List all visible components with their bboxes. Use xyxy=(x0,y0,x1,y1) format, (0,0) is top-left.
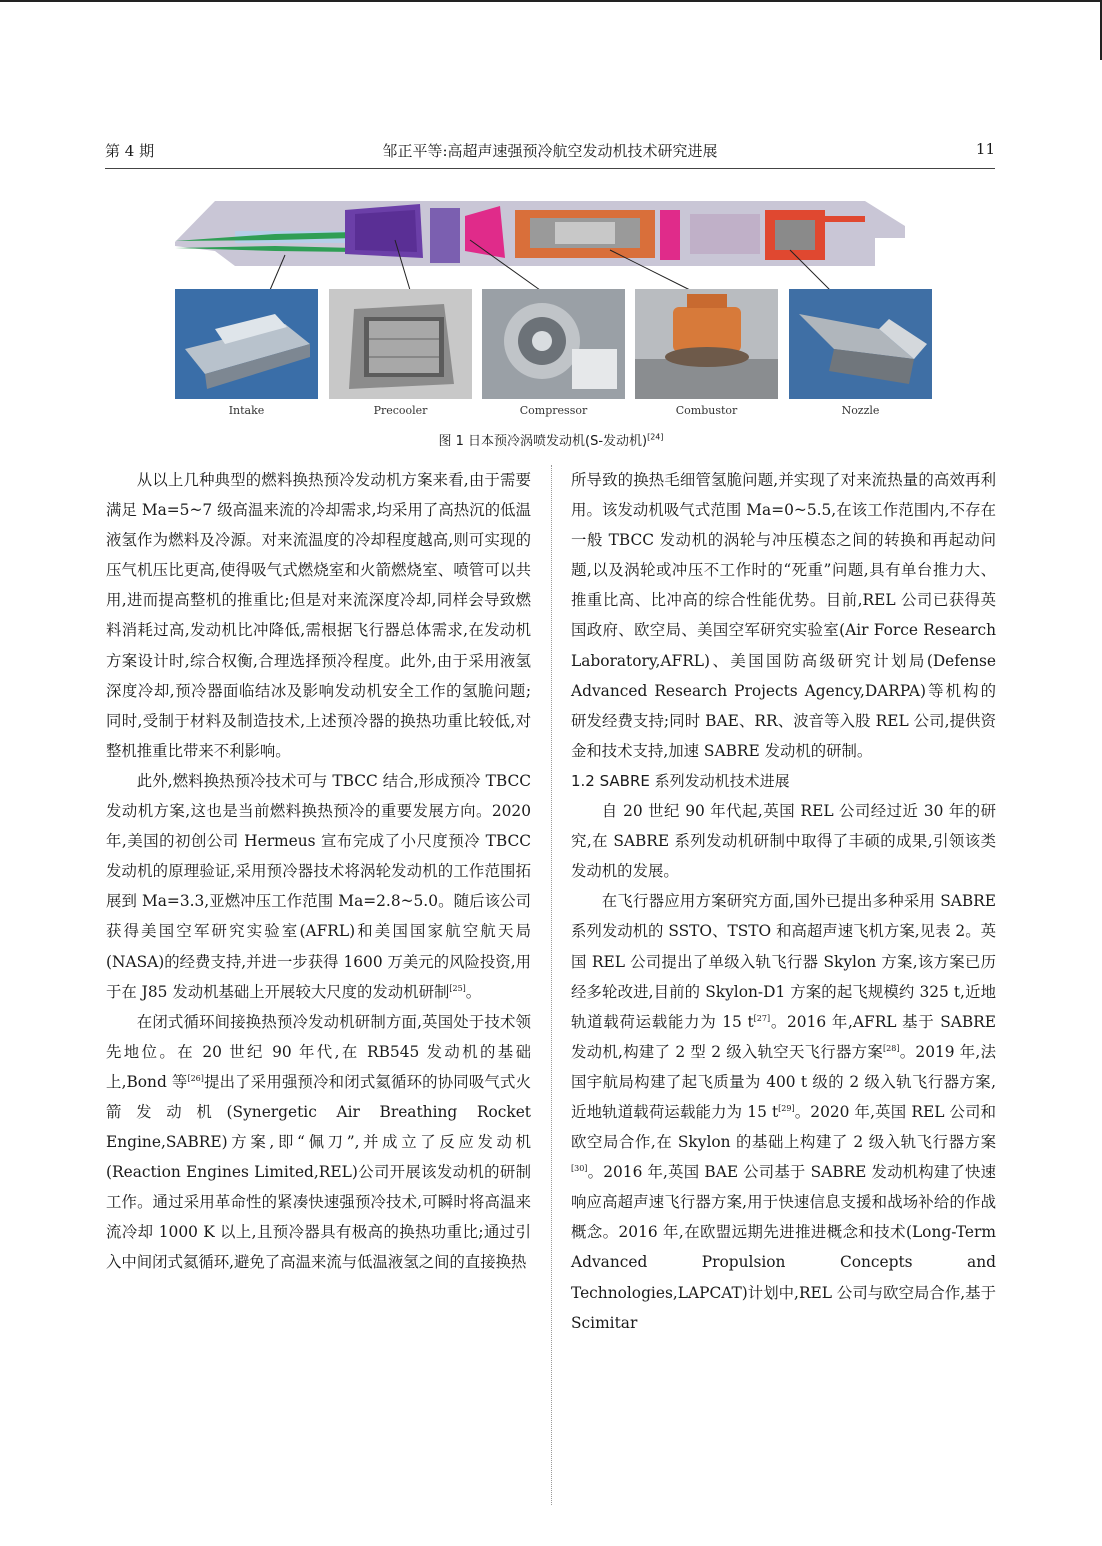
caption-intake: Intake xyxy=(228,404,265,417)
citation: [30] xyxy=(571,1164,588,1174)
page-number: 11 xyxy=(975,140,995,158)
paragraph: 在闭式循环间接换热预冷发动机研制方面,英国处于技术领先地位。在 20 世纪 90 年代,在 RB545 发动机的基础上,Bond 等[26]提出了采用强预冷和闭式氦循环的协同吸气式火箭发动机(Synergetic Air Breathing Rocket Engine,SABRE)方案,即“佩刀”,并成立了反应发动机(Reaction Engines Limited,REL)公司开展该发动机的研制工作。通过采用革命性的紧凑快速强预冷技术,可瞬时将高温来流冷却 1000 K 以上,且预冷器具有极高的换热功重比;通过引入中间闭式氦循环,避免了高温来流与低温液氢之间的直接换热 xyxy=(106,1012,531,1272)
compressor-photo xyxy=(482,289,625,399)
running-title: 邹正平等:高超声速强预冷航空发动机技术研究进展 xyxy=(382,142,718,160)
citation: [25] xyxy=(449,983,466,993)
issue-label: 第 4 期 xyxy=(105,142,155,160)
citation: [29] xyxy=(778,1103,795,1113)
figure-ref: [24] xyxy=(647,432,664,442)
figure-caption xyxy=(0,430,1102,449)
citation: [28] xyxy=(883,1043,900,1053)
paragraph: 在飞行器应用方案研究方面,国外已提出多种采用 SABRE 系列发动机的 SSTO、TSTO 和高超声速飞机方案,见表 2。英国 REL 公司提出了单级入轨飞行器 Skylon 方案,该方案已历经多轮改进,目前的 Skylon-D1 方案的起飞规模约 325 t,近地轨道载荷运载能力为 15 t[27]。2016 年,AFRL 基于 SABRE 发动机,构建了 2 型 2 级入轨空天飞行器方案[28]。2019 年,法国宇航局构建了起飞质量为 400 t 级的 2 级入轨飞行器方案,近地轨道载荷运载能力为 15 t[29]。2020 年,英国 REL 公司和欧空局合作,在 Skylon 的基础上构建了 2 级入轨飞行器方案[30]。2016 年,英国 BAE 公司基于 SABRE 发动机构建了快速响应高超声速飞行器方案,用于快速信息支援和战场补给的作战概念。2016 年,在欧盟远期先进推进概念和技术(Long-Term Advanced Propulsion Concepts and Technologies,LAPCAT)计划中,REL 公司与欧空局合作,基于 Scimitar xyxy=(571,892,997,1332)
right-column xyxy=(571,465,996,1338)
column-divider xyxy=(551,465,552,1505)
caption-nozzle: Nozzle xyxy=(841,404,880,417)
precooler-photo xyxy=(329,289,472,399)
figure-leader-lines xyxy=(0,0,1102,300)
caption-combustor: Combustor xyxy=(675,404,738,417)
figure-title: 图 1 日本预冷涡喷发动机(S-发动机) xyxy=(438,434,648,449)
paragraph: 从以上几种典型的燃料换热预冷发动机方案来看,由于需要满足 Ma=5~7 级高温来流的冷却需求,均采用了高热沉的低温液氢作为燃料及冷源。对来流温度的冷却程度越高,则可实现的压气机压比更高,使得吸气式燃烧室和火箭燃烧室、喷管可以共用,进而提高整机的推重比;但是对来流深度冷却,同样会导致燃料消耗过高,发动机比冲降低,需根据飞行器总体需求,在发动机方案设计时,综合权衡,合理选择预冷程度。此外,由于采用液氢深度冷却,预冷器面临结冰及影响发动机安全工作的氢脆问题;同时,受制于材料及制造技术,上述预冷器的换热功重比较低,对整机推重比带来不利影响。 xyxy=(106,471,531,760)
caption-precooler: Precooler xyxy=(373,404,428,417)
citation: [27] xyxy=(753,1013,771,1023)
combustor-photo xyxy=(635,289,778,399)
intake-photo xyxy=(175,289,318,399)
paragraph: 自 20 世纪 90 年代起,英国 REL 公司经过近 30 年的研究,在 SABRE 系列发动机研制中取得了丰硕的成果,引领该类发动机的发展。 xyxy=(571,802,996,881)
citation: [26] xyxy=(187,1073,204,1083)
section-heading: 1.2 SABRE 系列发动机技术进展 xyxy=(571,771,790,790)
nozzle-photo xyxy=(789,289,932,399)
left-column xyxy=(106,465,531,1278)
paragraph: 此外,燃料换热预冷技术可与 TBCC 结合,形成预冷 TBCC 发动机方案,这也是当前燃料换热预冷的重要发展方向。2020 年,美国的初创公司 Hermeus 宣布完成了小尺度预冷 TBCC 发动机的原理验证,采用预冷器技术将涡轮发动机的工作范围拓展到 Ma=3.3,亚燃冲压工作范围 Ma=2.8~5.0。随后该公司获得美国空军研究实验室(AFRL)和美国国家航空航天局(NASA)的经费支持,并进一步获得 1600 万美元的风险投资,用于在 J85 发动机基础上开展较大尺度的发动机研制[25]。 xyxy=(106,771,531,1001)
paragraph: 所导致的换热毛细管氢脆问题,并实现了对来流热量的高效再利用。该发动机吸气式范围 Ma=0~5.5,在该工作范围内,不存在一般 TBCC 发动机的涡轮与冲压模态之间的转换和再起动问题,以及涡轮或冲压不工作时的“死重”问题,具有单台推力大、推重比高、比冲高的综合性能优势。目前,REL 公司已获得英国政府、欧空局、美国空军研究实验室(Air Force Research Laboratory,AFRL)、美国国防高级研究计划局(Defense Advanced Research Projects Agency,DARPA)等机构的研发经费支持;同时 BAE、RR、波音等入股 REL 公司,提供资金和技术支持,加速 SABRE 发动机的研制。 xyxy=(571,471,996,760)
caption-compressor: Compressor xyxy=(519,404,588,417)
